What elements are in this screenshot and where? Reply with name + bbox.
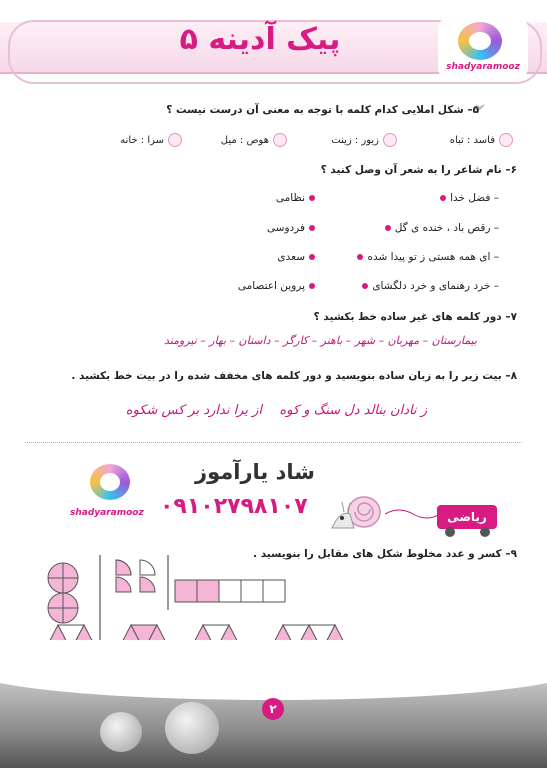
circle-fraction-2 xyxy=(48,593,78,623)
q5-option-1[interactable]: فاسد : تباه xyxy=(450,133,513,147)
apple-image xyxy=(100,712,142,752)
verse-1[interactable]: – فضل خدا xyxy=(440,192,499,204)
subject-tag: ریاضی xyxy=(437,505,497,529)
bullet-dot xyxy=(309,254,315,260)
q5-option-3[interactable]: هوص : میل xyxy=(221,133,287,147)
bullet-dot xyxy=(309,225,315,231)
question-9: ۹– کسر و عدد مخلوط شکل های مقابل را بنویسید . xyxy=(253,548,517,560)
wheel xyxy=(480,527,490,537)
pull-rope xyxy=(385,506,440,520)
radio-button[interactable] xyxy=(383,133,397,147)
logo-icon xyxy=(458,22,502,60)
radio-button[interactable] xyxy=(499,133,513,147)
brand-logo-icon xyxy=(90,464,130,500)
radio-button[interactable] xyxy=(168,133,182,147)
circle-fraction-1 xyxy=(48,563,78,593)
bullet-dot xyxy=(440,195,446,201)
verse-3[interactable]: – ای همه هستی ز تو پیدا شده xyxy=(357,251,499,263)
snail-icon xyxy=(330,488,390,534)
question-6: ۶– نام شاعر را به شعر آن وصل کنید ؟ xyxy=(320,164,517,176)
verse-4[interactable]: – خرد رهنمای و خرد دلگشای xyxy=(362,280,499,292)
page-title: پیک آدینه ۵ xyxy=(179,22,341,57)
bullet-dot xyxy=(357,254,363,260)
bullet-dot xyxy=(362,283,368,289)
poet-4[interactable]: پروین اعتصامی xyxy=(238,280,315,292)
page-number: ۲ xyxy=(262,698,284,720)
footer-curve xyxy=(0,640,547,700)
verse-line-2: از یرا ندارد بر کس شکوه xyxy=(125,403,262,418)
brand-phone: ۰۹۱۰۲۷۹۸۱۰۷ xyxy=(160,494,308,519)
apple-image xyxy=(165,702,219,754)
poet-3[interactable]: سعدی xyxy=(277,251,315,263)
logo-text: shadyaramooz xyxy=(446,62,520,72)
verse-2[interactable]: – رقص باد ، خنده ی گل xyxy=(385,222,499,234)
brand-logo xyxy=(438,18,528,78)
q7-word-list: بیمارستان – مهربان – شهر – باهنر – کارگر – داستان – بهار – نیرومند xyxy=(164,334,477,347)
bullet-dot xyxy=(309,283,315,289)
radio-button[interactable] xyxy=(273,133,287,147)
bullet-dot xyxy=(309,195,315,201)
poet-1[interactable]: نظامی xyxy=(276,192,315,204)
bullet-dot xyxy=(385,225,391,231)
poet-2[interactable]: فردوسی xyxy=(267,222,315,234)
brand-name: شاد یارآموز xyxy=(195,460,315,484)
verse-line-1: ز نادان بنالد دل سنگ و کوه xyxy=(279,403,427,418)
question-7: ۷– دور کلمه های غیر ساده خط بکشید ؟ xyxy=(313,311,517,323)
answer-line xyxy=(25,442,522,443)
brand-url: shadyaramooz xyxy=(70,508,144,518)
q5-option-4[interactable]: سرا : خانه xyxy=(120,133,182,147)
question-8: ۸– بیت زیر را به زبان ساده بنویسید و دور کلمه های مخفف شده را در بیت خط بکشید . xyxy=(71,370,517,382)
question-5: ۵– شکل املایی کدام کلمه با توجه به معنی آن درست نیست ؟ xyxy=(166,104,479,116)
wheel xyxy=(445,527,455,537)
q5-option-2[interactable]: زیور : زینت xyxy=(331,133,397,147)
